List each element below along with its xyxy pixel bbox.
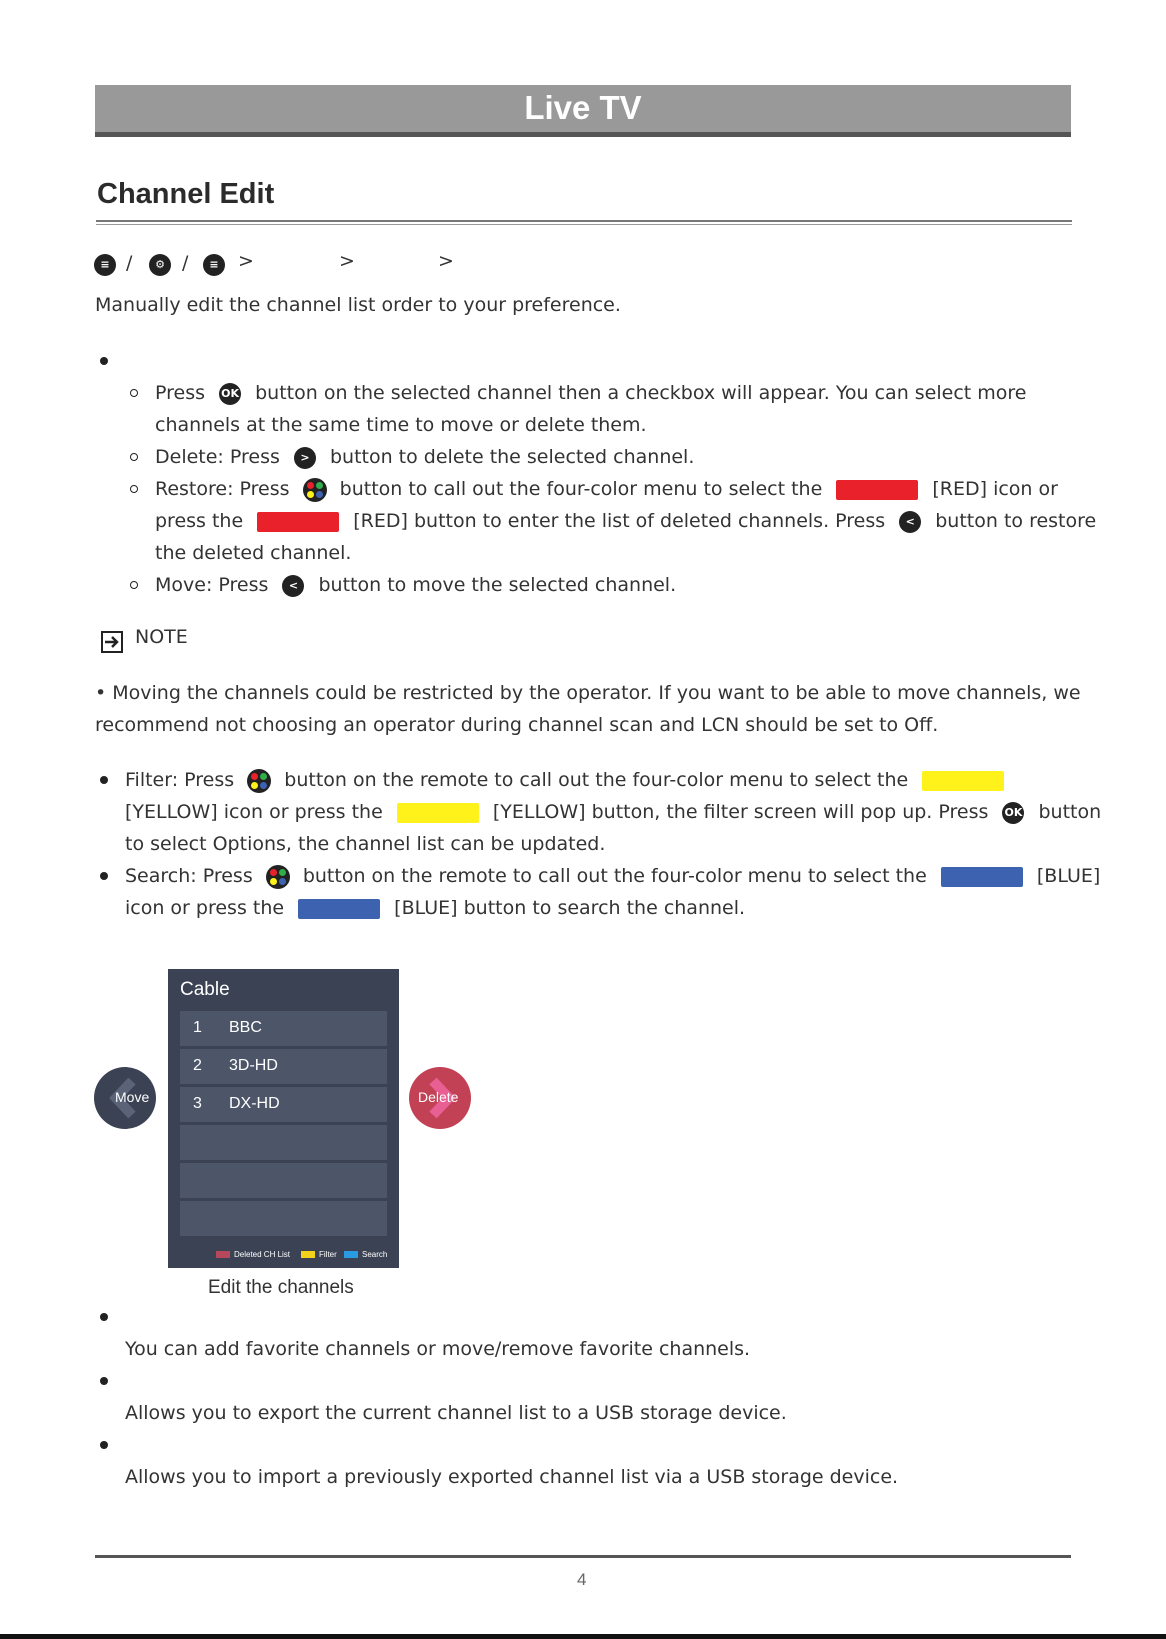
sub-bullet [130,453,138,461]
bullet [100,357,108,365]
menu-icon: ≡ [94,254,116,276]
select-item [155,377,1027,409]
channel-number: 2 [193,1057,202,1074]
blue-key-icon [941,867,1023,887]
note-text: • Moving the channels could be restricted by the operator. If you want to be able to move channels, we [95,682,1081,704]
breadcrumb-sep: / [182,252,189,274]
channel-row[interactable] [180,1087,387,1122]
search-text: icon or press the [125,897,285,919]
filter-text: button on the remote to call out the four-color menu to select the [284,769,909,791]
page-title: Live TV [524,89,642,126]
restore-text: Restore: Press [155,478,290,500]
intro-text: Manually edit the channel list order to your preference. [95,294,621,316]
channel-row[interactable] [180,1011,387,1046]
channel-name: DX-HD [229,1095,280,1112]
four-color-icon [303,478,327,502]
filter-item-2 [125,796,1101,828]
move-text: button to move the selected channel. [318,574,677,596]
delete-label: Delete [418,1089,459,1105]
sub-bullet [130,485,138,493]
delete-text: Delete: Press [155,446,280,468]
sub-bullet [130,581,138,589]
list-icon: ≡ [203,254,225,276]
ok-icon: OK [219,383,241,405]
left-arrow-icon: < [899,511,921,533]
ok-icon: OK [1002,802,1024,824]
filter-text: [YELLOW] icon or press the [125,801,383,823]
four-color-icon [247,769,271,793]
delete-item [155,441,694,473]
yellow-key-icon [922,771,1004,791]
delete-button[interactable] [409,1067,471,1129]
bottom-edge [0,1634,1166,1639]
filter-item [125,764,1004,796]
breadcrumb-arrow: > [438,250,454,272]
move-label: Move [115,1089,150,1105]
breadcrumb-arrow: > [238,250,254,272]
search-item-2 [125,892,745,924]
search-text: button on the remote to call out the four-color menu to select the [302,865,927,887]
section-rule-top [96,220,1072,222]
footer-rule [95,1555,1071,1558]
section-title: Channel Edit [97,178,275,210]
channel-list-panel [168,969,399,1268]
legend-deleted [216,1250,290,1259]
select-text-2: channels at the same time to move or delete them. [155,414,647,436]
panel-title: Cable [180,979,230,1000]
red-key-icon [257,512,339,532]
bullet [100,1377,108,1385]
legend-label: Search [362,1250,388,1259]
page-number: 4 [577,1570,587,1589]
note-icon [101,631,121,651]
delete-text: button to delete the selected channel. [329,446,695,468]
bullet [100,1313,108,1321]
channel-name: 3D-HD [229,1057,278,1074]
yellow-key-icon [397,803,479,823]
move-button[interactable] [94,1067,156,1129]
breadcrumb-sep: / [126,252,133,274]
note-text: recommend not choosing an operator during channel scan and LCN should be set to Off. [95,714,939,736]
section-rule-bottom [96,224,1072,225]
figure-caption: Edit the channels [208,1277,354,1298]
restore-text: [RED] icon or [932,478,1058,500]
restore-text: [RED] button to enter the list of deleted channels. Press [353,510,886,532]
move-text: Move: Press [155,574,269,596]
filter-text-3: to select Options, the channel list can be updated. [125,833,606,855]
bullet [100,1441,108,1449]
breadcrumb-arrow: > [339,250,355,272]
channel-row-empty[interactable] [180,1125,387,1160]
channel-row-empty[interactable] [180,1201,387,1236]
search-text: [BLUE] [1036,865,1101,887]
channel-row[interactable] [180,1049,387,1084]
bullet [100,776,108,784]
left-arrow-icon: < [282,575,304,597]
search-text: Search: Press [125,865,253,887]
header-banner [95,85,1071,137]
export-text: Allows you to export the current channel list to a USB storage device. [125,1402,787,1424]
restore-item-2 [155,505,1096,537]
right-arrow-icon: > [294,447,316,469]
filter-text: [YELLOW] button, the filter screen will pop up. Press [492,801,989,823]
import-text: Allows you to import a previously exported channel list via a USB storage device. [125,1466,899,1488]
select-text: button on the selected channel then a checkbox will appear. You can select more [255,382,1027,404]
restore-text-3: the deleted channel. [155,542,352,564]
legend-filter [301,1250,337,1259]
restore-text: button to restore [935,510,1097,532]
bullet [100,872,108,880]
channel-number: 3 [193,1095,202,1112]
move-item [155,569,676,601]
blue-key-icon [298,899,380,919]
channel-number: 1 [193,1019,202,1036]
filter-text: Filter: Press [125,769,235,791]
note-label: NOTE [135,626,188,648]
legend-search [344,1250,387,1259]
channel-row-empty[interactable] [180,1163,387,1198]
four-color-icon [266,865,290,889]
search-text: [BLUE] button to search the channel. [394,897,746,919]
legend-label: Deleted CH List [234,1250,291,1259]
favorites-text: You can add favorite channels or move/remove favorite channels. [125,1338,751,1360]
restore-item [155,473,1058,505]
restore-text: press the [155,510,244,532]
search-item [125,860,1100,892]
select-text: Press [155,382,206,404]
settings-icon: ⚙ [149,254,171,276]
channel-name: BBC [229,1019,262,1036]
sub-bullet [130,389,138,397]
legend-label: Filter [319,1250,337,1259]
restore-text: button to call out the four-color menu to select the [339,478,823,500]
red-key-icon [836,480,918,500]
filter-text: button [1038,801,1102,823]
